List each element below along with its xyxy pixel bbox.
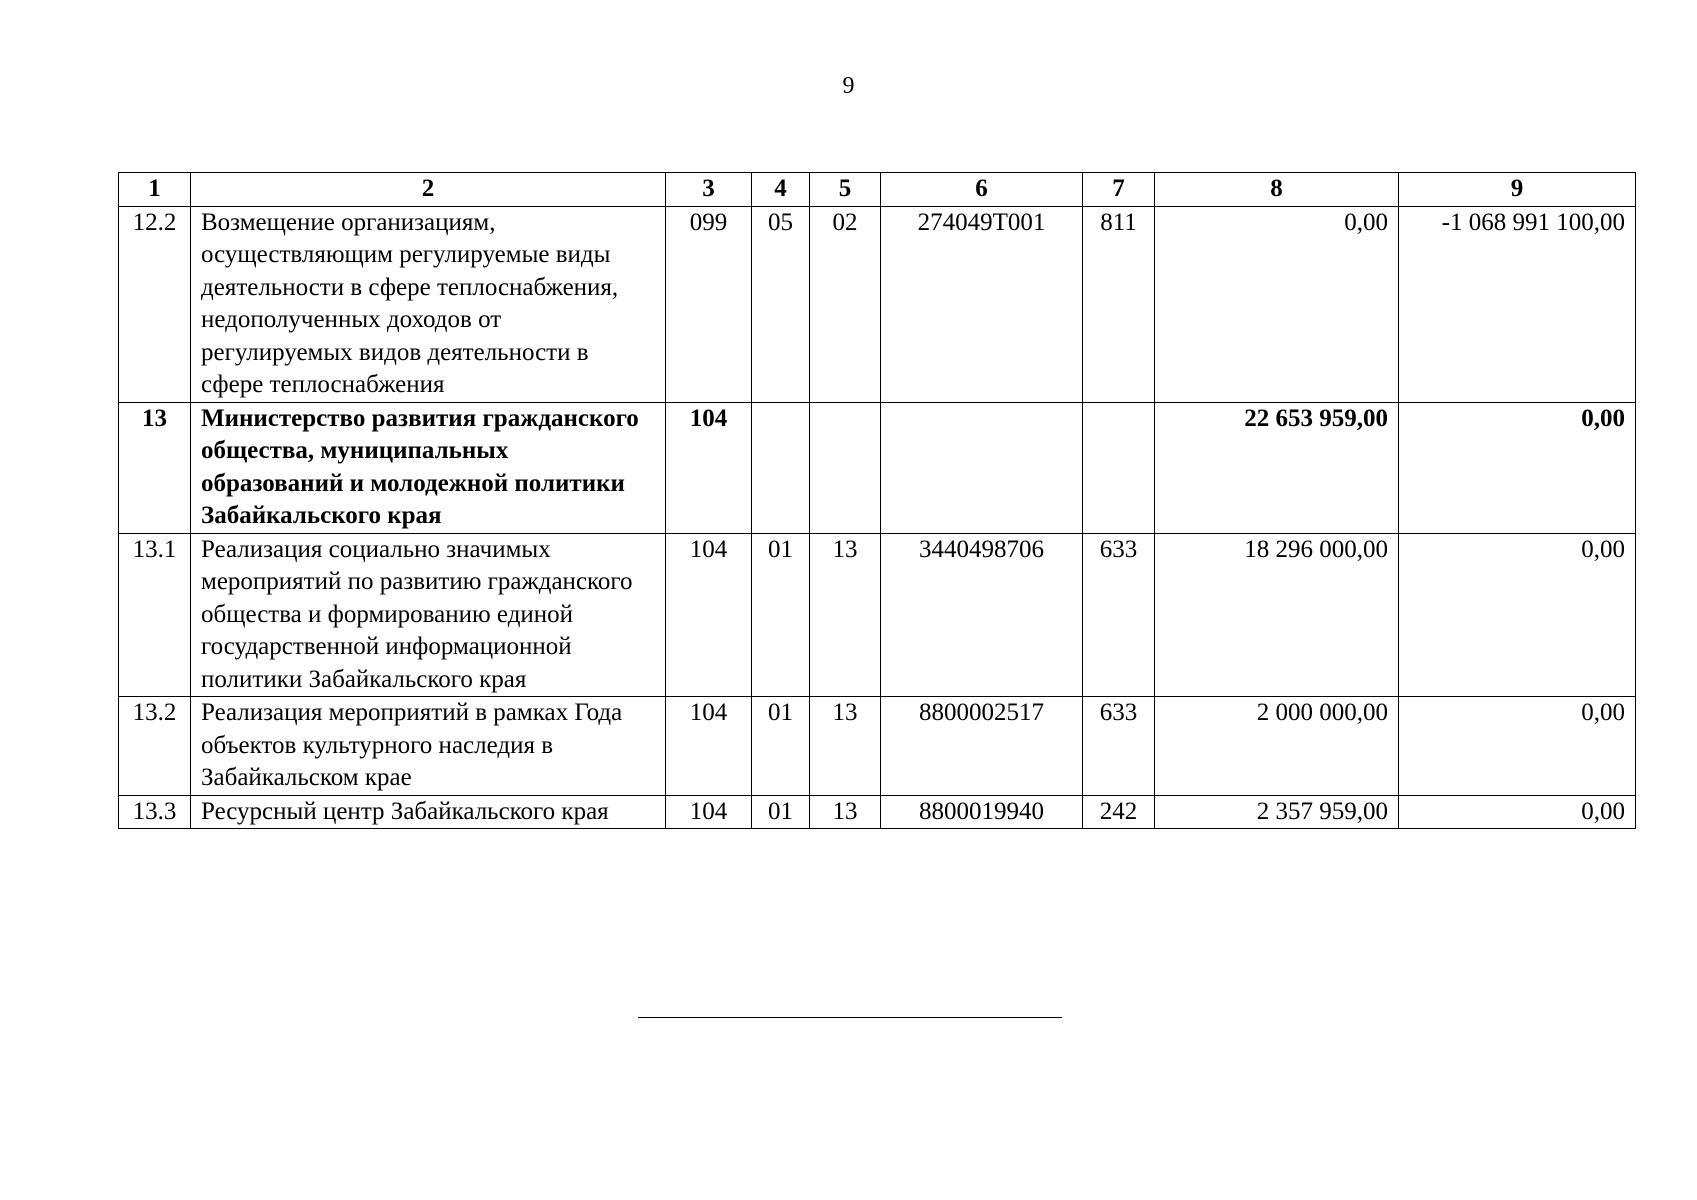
cell-col8: 0,00 (1155, 206, 1399, 402)
cell-col4 (752, 402, 810, 533)
cell-col3: 104 (666, 402, 752, 533)
cell-col8: 22 653 959,00 (1155, 402, 1399, 533)
column-header: 8 (1155, 173, 1399, 207)
cell-col7: 633 (1083, 533, 1155, 697)
column-header: 4 (752, 173, 810, 207)
cell-col3: 104 (666, 795, 752, 829)
table-row (119, 206, 1636, 402)
cell-col4: 01 (752, 533, 810, 697)
cell-col7: 242 (1083, 795, 1155, 829)
table-row (119, 533, 1636, 697)
cell-col8: 18 296 000,00 (1155, 533, 1399, 697)
cell-col3: 104 (666, 697, 752, 796)
row-name: Ресурсный центр Забайкальского края (191, 795, 666, 829)
column-header: 1 (119, 173, 191, 207)
budget-table (118, 172, 1636, 829)
cell-col5 (810, 402, 881, 533)
cell-col5: 13 (810, 697, 881, 796)
column-header: 9 (1399, 173, 1636, 207)
page-number: 9 (842, 73, 855, 99)
table-row (119, 697, 1636, 796)
cell-col5: 02 (810, 206, 881, 402)
cell-col6: 3440498706 (881, 533, 1083, 697)
cell-col9: 0,00 (1399, 533, 1636, 697)
cell-col6: 8800019940 (881, 795, 1083, 829)
cell-col9: -1 068 991 100,00 (1399, 206, 1636, 402)
row-number: 13.1 (119, 533, 191, 697)
cell-col7: 633 (1083, 697, 1155, 796)
row-number: 13 (119, 402, 191, 533)
cell-col6: 274049Т001 (881, 206, 1083, 402)
cell-col9: 0,00 (1399, 697, 1636, 796)
cell-col6: 8800002517 (881, 697, 1083, 796)
column-header: 7 (1083, 173, 1155, 207)
row-number: 13.2 (119, 697, 191, 796)
cell-col9: 0,00 (1399, 795, 1636, 829)
cell-col3: 104 (666, 533, 752, 697)
row-name: Возмещение организациям, осуществляющим регулируемые виды деятельности в сфере теплоснабжения, недополученных доходов от регулируемых видов деятельности в сфере теплоснабжения (191, 206, 666, 402)
column-header: 6 (881, 173, 1083, 207)
row-name: Реализация социально значимых мероприятий по развитию гражданского общества и формированию единой государственной информационной политики Забайкальского края (191, 533, 666, 697)
cell-col8: 2 000 000,00 (1155, 697, 1399, 796)
cell-col7 (1083, 402, 1155, 533)
cell-col3: 099 (666, 206, 752, 402)
row-number: 12.2 (119, 206, 191, 402)
cell-col4: 05 (752, 206, 810, 402)
column-header: 5 (810, 173, 881, 207)
cell-col8: 2 357 959,00 (1155, 795, 1399, 829)
cell-col6 (881, 402, 1083, 533)
row-number: 13.3 (119, 795, 191, 829)
cell-col4: 01 (752, 795, 810, 829)
cell-col5: 13 (810, 533, 881, 697)
cell-col7: 811 (1083, 206, 1155, 402)
closing-rule (638, 1017, 1062, 1018)
table-row-section (119, 402, 1636, 533)
table-row (119, 795, 1636, 829)
row-name: Министерство развития гражданского общества, муниципальных образований и молодежной политики Забайкальского края (191, 402, 666, 533)
cell-col4: 01 (752, 697, 810, 796)
column-header: 2 (191, 173, 666, 207)
cell-col5: 13 (810, 795, 881, 829)
cell-col9: 0,00 (1399, 402, 1636, 533)
table-header-row (119, 173, 1636, 207)
row-name: Реализация мероприятий в рамках Года объектов культурного наследия в Забайкальском крае (191, 697, 666, 796)
column-header: 3 (666, 173, 752, 207)
